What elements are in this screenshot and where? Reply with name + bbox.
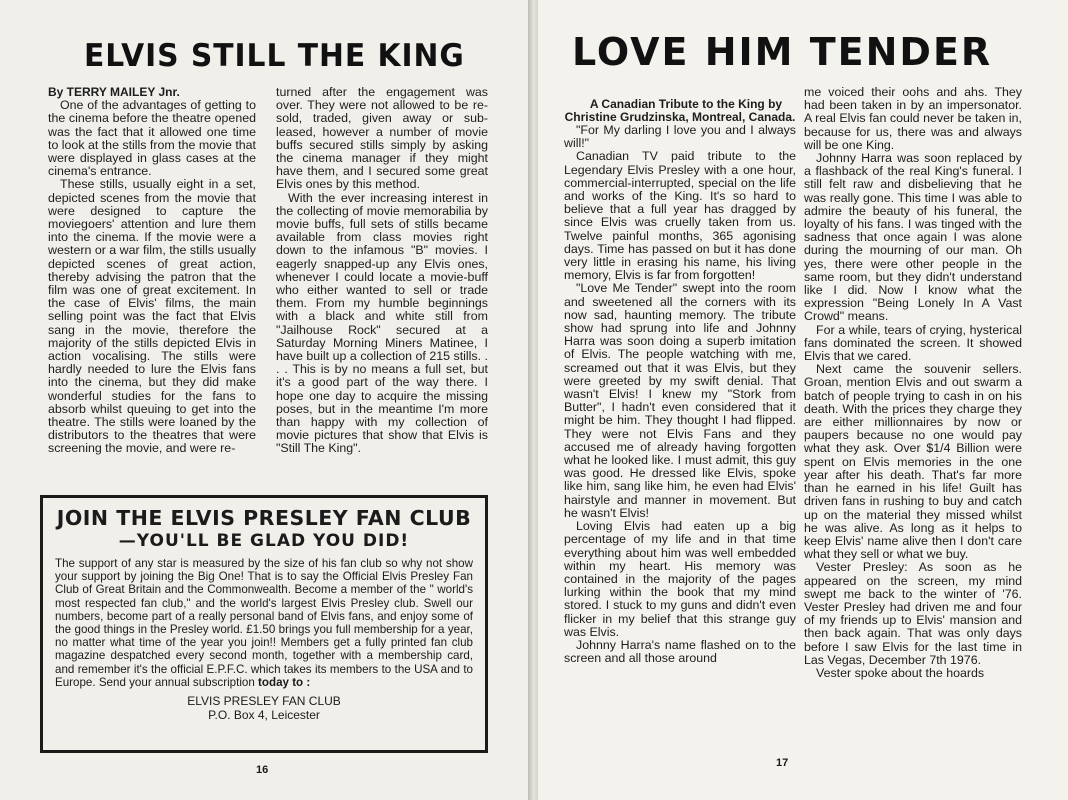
paragraph: These stills, usually eight in a set, depicted scenes from the movie that were designed to capture the moviegoers' attention and lure them into the cinema. If the movie were a western or a war film, the stills usually depicted scenes of great action, thereby advising the patron that the film was one of great excitement. In the case of Elvis' films, the main selling point was the fact that Elvis sang in the movie, therefore the majority of the stills depicted Elvis in action vocalising. The stills were hardly needed to lure the Elvis fans into the cinema, but they did make wonderful studies for the fans to absorb whilst queuing to get into the theatre. The stills were loaned by the distributors to the theatres that were screening the movie, and were re- <box>48 177 256 456</box>
byline: By TERRY MAILEY Jnr. <box>48 85 180 99</box>
paragraph: "For My darling I love you and I always will!" <box>564 123 796 151</box>
address-line-1: ELVIS PRESLEY FAN CLUB <box>187 694 341 709</box>
paragraph: me voiced their oohs and ahs. They had been taken in by an impersonator. A real Elvis fan could never be taken in, because for us, there was and always will be one King. <box>804 85 1022 152</box>
paragraph: With the ever increasing interest in the collecting of movie memorabilia by movie buffs, full sets of stills became available from class movies right down to the infamous "B" movies. I eagerly snapped-up any Elvis ones, whenever I could locate a movie-buff who either wanted to sell or trade them. From my humble beginnings with a black and white still from "Jailhouse Rock" secured at a Saturday Morning Miners Matinee, I have built up a collection of 215 stills. . . . This is by no means a full set, but it's a good part of the way there. I hope one day to acquire the missing poses, but in the meantime I'm more than happy with my collection of movie pictures that show that Elvis is "Still The King". <box>276 190 488 456</box>
paragraph: "Love Me Tender" swept into the room and sweetened all the corners with its now sad, haunting memory. The tribute show had sprung into life and Johnny Harra was soon doing a superb imitation of Elvis. The people watching with me, screamed out that it was Elvis, but they were greeted by my swift denial. That wasn't Elvis! I knew my "Stork from Butter", I hadn't even considered that it might be him. They thought I had flipped. They were not Elvis Fans and they accused me of already having forgotten what he looked like. I must admit, this guy was good. He dressed like Elvis, spoke like him, sang like him, he even had Elvis' hairstyle and manner in movement. But he wasn't Elvis! <box>564 281 796 520</box>
paragraph: Johnny Harra was soon replaced by a flashback of the real King's funeral. I still felt raw and disbelieving that he was really gone. This time I was able to admire the beauty of his funeral, the loyalty of his fans. I was tinged with the sadness that once again I was alone during the mourning of our man. Oh yes, there were other people in the same room, but they didn't understand like I did. Now I know what the expression "Being Lonely In A Vast Crowd" means. <box>804 151 1022 324</box>
article-title-elvis-still-the-king: ELVIS STILL THE KING <box>84 38 465 74</box>
paragraph: Canadian TV paid tribute to the Legendary Elvis Presley with a one hour, commercial-interrupted, special on the life and works of the King. It's so hard to believe that a full year has dragged by since Elvis was cruelly taken from us. Twelve painful months, 365 agonising days. Time has passed on but it has done very little in erasing his name, his living memory, Elvis is far from forgotten! <box>564 149 796 283</box>
paragraph: Loving Elvis had eaten up a big percentage of my life and in that time everything about him was well embedded within my heart. His memory was contained in the majority of the pages lurking within the book that my mind stored. I stuck to my guns and didn't even flicker in my belief that this strange guy was Elvis. <box>564 519 796 639</box>
address-line-2: P.O. Box 4, Leicester <box>208 707 320 722</box>
left-page <box>0 0 532 800</box>
advert-body-text: The support of any star is measured by the size of his fan club so why not show your support by joining the Big One! That is to say the Official Elvis Presley Fan Club of Great Britain and the Commonwealth. Become a member of the " world's most respected fan club," and the world's largest Elvis Presley club. Swell our numbers, become part of a really personal band of Elvis fans, and enjoy some of the good things in the Presley world. £1.50 brings you full membership for a year, no matter what time of the year you join!! Members get a fully printed fan club magazine despatched every second month, together with a membership card, and remember it's the official E.P.F.C. which takes its members to the USA and to Europe. Send your annual subscription <box>55 557 473 689</box>
right-article-column-1 <box>564 98 796 665</box>
page-number: 17 <box>776 757 789 769</box>
paragraph: For a while, tears of crying, hysterical fans dominated the screen. It showed Elvis that we cared. <box>804 322 1022 364</box>
right-article-column-2 <box>804 86 1022 680</box>
page-number: 16 <box>256 764 269 776</box>
paragraph: Vester Presley: As soon as he appeared on the screen, my mind swept me back to the winter of '76. Vester Presley had driven me and four of my friends up to Elvis' mansion and then back again. That was only days before I saw Elvis for the last time in Las Vegas, December 7th 1976. <box>804 560 1022 667</box>
left-article-column-2 <box>276 86 488 456</box>
paragraph: Vester spoke about the hoards <box>816 665 985 680</box>
paragraph: Next came the souvenir sellers. Groan, mention Elvis and out swarm a batch of people trying to cash in on his death. With the prices they charge they are either millionnaires by now or paupers because no one would pay what they ask. Over $1/4 Billion were spent on Elvis memories in the one year after his death. That's far more than he earned in his life! Guilt has driven fans in rushing to buy and catch up on the material they missed whilst he was alive. As long as it helps to keep Elvis' name alive then I don't care what they sell or what we buy. <box>804 362 1022 562</box>
article-subhead: A Canadian Tribute to the King by Christine Grudzinska, Montreal, Canada. <box>564 97 796 124</box>
paragraph: turned after the engagement was over. They were not allowed to be re-sold, traded, given away or sub-leased, however a number of movie buffs secured stills simply by asking the cinema manager if they might have them, and I secured some great Elvis ones by this method. <box>276 85 488 192</box>
paragraph: Johnny Harra's name flashed on to the screen and all those around <box>564 637 796 666</box>
advert-body-end: today to : <box>258 675 311 689</box>
paragraph: One of the advantages of getting to the cinema before the theatre opened was the fact that it allowed one time to look at the stills from the movie that were displayed in glass cases at the cinema's entrance. <box>48 98 256 179</box>
advert-body <box>55 557 473 689</box>
right-page <box>538 0 1068 800</box>
advert-address <box>55 695 473 722</box>
fan-club-advert-box <box>40 495 488 753</box>
article-title-love-him-tender: LOVE HIM TENDER <box>572 30 993 74</box>
advert-subheading: —YOU'LL BE GLAD YOU DID! <box>118 531 410 551</box>
advert-heading: JOIN THE ELVIS PRESLEY FAN CLUB <box>56 506 472 530</box>
left-article-column-1 <box>48 86 256 456</box>
